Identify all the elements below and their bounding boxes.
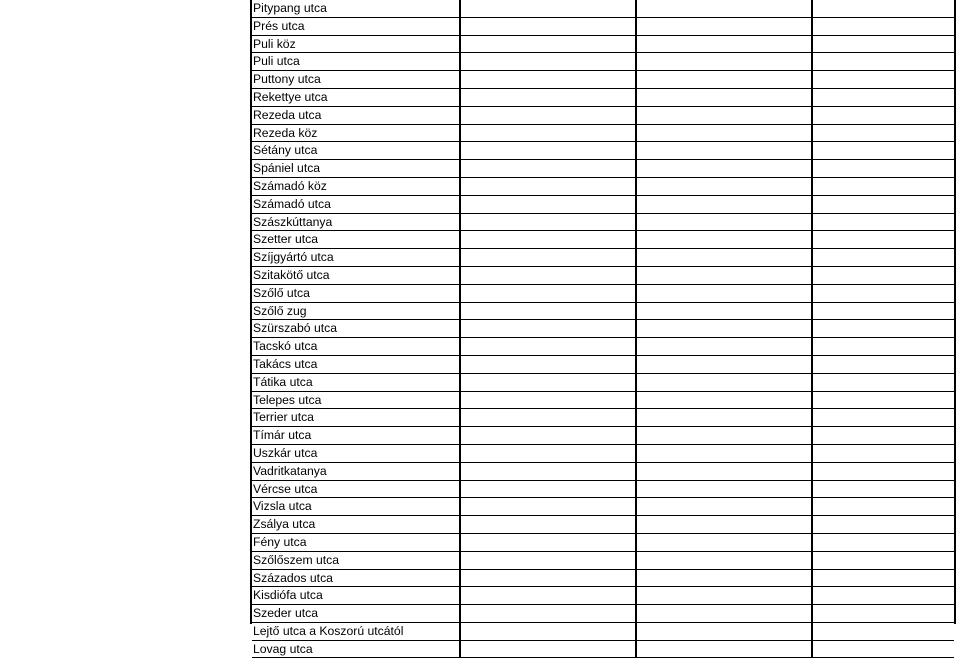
table-row [252,35,954,53]
street-name-cell[interactable]: Szitakötő utca [252,266,460,284]
street-name-cell[interactable]: Százados utca [252,569,460,587]
empty-cell[interactable] [636,142,812,160]
empty-cell[interactable] [812,338,954,356]
table-row [252,88,954,106]
street-name-cell[interactable]: Szeder utca [252,605,460,623]
street-name-cell[interactable]: Számadó utca [252,195,460,213]
empty-cell[interactable] [460,88,636,106]
street-name-cell[interactable]: Prés utca [252,17,460,35]
empty-cell[interactable] [636,533,812,551]
street-name-cell[interactable]: Tímár utca [252,427,460,445]
empty-cell[interactable] [460,480,636,498]
street-name-cell[interactable]: Telepes utca [252,391,460,409]
street-name-cell[interactable]: Számadó köz [252,177,460,195]
table-row [252,142,954,160]
street-name-cell[interactable]: Szőlő utca [252,284,460,302]
empty-cell[interactable] [460,53,636,71]
empty-cell[interactable] [460,160,636,178]
empty-cell[interactable] [460,124,636,142]
empty-cell[interactable] [636,373,812,391]
street-name-cell[interactable]: Lejtő utca a Koszorú utcától [252,622,460,640]
empty-cell[interactable] [812,605,954,623]
empty-cell[interactable] [460,320,636,338]
spreadsheet-sheet [250,0,956,656]
table-row [252,106,954,124]
empty-cell[interactable] [460,516,636,534]
street-name-cell[interactable]: Tacskó utca [252,338,460,356]
empty-cell[interactable] [460,409,636,427]
empty-cell[interactable] [636,391,812,409]
empty-cell[interactable] [636,498,812,516]
empty-cell[interactable] [460,249,636,267]
empty-cell[interactable] [636,355,812,373]
empty-cell[interactable] [636,516,812,534]
empty-cell[interactable] [636,106,812,124]
empty-cell[interactable] [812,409,954,427]
table-row [252,213,954,231]
empty-cell[interactable] [460,35,636,53]
table-row [252,409,954,427]
street-name-cell[interactable]: Szőlő zug [252,302,460,320]
table-row [252,71,954,89]
empty-cell[interactable] [812,622,954,640]
empty-cell[interactable] [460,640,636,658]
street-name-cell[interactable]: Puli utca [252,53,460,71]
empty-cell[interactable] [460,569,636,587]
table-row [252,0,954,17]
empty-cell[interactable] [460,266,636,284]
street-name-cell[interactable]: Szetter utca [252,231,460,249]
empty-cell[interactable] [636,249,812,267]
empty-cell[interactable] [636,551,812,569]
table-row [252,551,954,569]
street-name-cell[interactable]: Puttony utca [252,71,460,89]
street-table-body [252,0,954,658]
empty-cell[interactable] [812,213,954,231]
empty-cell[interactable] [812,462,954,480]
empty-cell[interactable] [636,640,812,658]
street-name-cell[interactable]: Puli köz [252,35,460,53]
empty-cell[interactable] [636,195,812,213]
empty-cell[interactable] [460,0,636,17]
empty-cell[interactable] [812,516,954,534]
empty-cell[interactable] [460,622,636,640]
empty-cell[interactable] [812,284,954,302]
empty-cell[interactable] [812,444,954,462]
empty-cell[interactable] [460,177,636,195]
empty-cell[interactable] [636,53,812,71]
empty-cell[interactable] [812,569,954,587]
street-name-cell[interactable]: Szászkúttanya [252,213,460,231]
empty-cell[interactable] [812,533,954,551]
street-name-cell[interactable]: Lovag utca [252,640,460,658]
empty-cell[interactable] [636,17,812,35]
empty-cell[interactable] [460,142,636,160]
empty-cell[interactable] [812,160,954,178]
empty-cell[interactable] [636,177,812,195]
table-row [252,605,954,623]
empty-cell[interactable] [636,622,812,640]
street-name-cell[interactable]: Kisdiófa utca [252,587,460,605]
street-name-cell[interactable]: Pitypang utca [252,0,460,17]
empty-cell[interactable] [460,17,636,35]
empty-cell[interactable] [460,284,636,302]
table-row [252,249,954,267]
empty-cell[interactable] [636,338,812,356]
table-row [252,498,954,516]
table-row [252,266,954,284]
table-row [252,124,954,142]
empty-cell[interactable] [812,302,954,320]
street-name-cell[interactable]: Szőlőszem utca [252,551,460,569]
empty-cell[interactable] [636,569,812,587]
street-name-cell[interactable]: Vadritkatanya [252,462,460,480]
table-row [252,231,954,249]
table-row [252,195,954,213]
empty-cell[interactable] [812,427,954,445]
street-name-cell[interactable]: Rezeda köz [252,124,460,142]
empty-cell[interactable] [636,587,812,605]
table-row [252,444,954,462]
empty-cell[interactable] [636,88,812,106]
empty-cell[interactable] [460,338,636,356]
empty-cell[interactable] [636,462,812,480]
street-name-cell[interactable]: Spániel utca [252,160,460,178]
street-name-cell[interactable]: Tátika utca [252,373,460,391]
empty-cell[interactable] [460,427,636,445]
empty-cell[interactable] [636,409,812,427]
empty-cell[interactable] [636,320,812,338]
empty-cell[interactable] [812,142,954,160]
empty-cell[interactable] [636,231,812,249]
empty-cell[interactable] [812,195,954,213]
street-name-cell[interactable]: Uszkár utca [252,444,460,462]
table-row [252,53,954,71]
table-row [252,355,954,373]
empty-cell[interactable] [636,213,812,231]
empty-cell[interactable] [636,284,812,302]
street-name-cell[interactable]: Terrier utca [252,409,460,427]
empty-cell[interactable] [460,498,636,516]
empty-cell[interactable] [460,355,636,373]
empty-cell[interactable] [460,533,636,551]
empty-cell[interactable] [636,427,812,445]
table-row [252,177,954,195]
table-row [252,284,954,302]
empty-cell[interactable] [460,551,636,569]
empty-cell[interactable] [460,605,636,623]
empty-cell[interactable] [812,231,954,249]
empty-cell[interactable] [636,480,812,498]
empty-cell[interactable] [812,177,954,195]
street-name-cell[interactable]: Zsálya utca [252,516,460,534]
table-row [252,462,954,480]
empty-cell[interactable] [636,71,812,89]
street-name-cell[interactable]: Vércse utca [252,480,460,498]
table-row [252,569,954,587]
empty-cell[interactable] [812,17,954,35]
empty-cell[interactable] [460,213,636,231]
table-row [252,480,954,498]
empty-cell[interactable] [812,124,954,142]
street-name-cell[interactable]: Rezeda utca [252,106,460,124]
empty-cell[interactable] [812,391,954,409]
table-row [252,391,954,409]
street-name-cell[interactable]: Szíjgyártó utca [252,249,460,267]
empty-cell[interactable] [636,605,812,623]
table-row [252,373,954,391]
table-row [252,516,954,534]
street-name-cell[interactable]: Vizsla utca [252,498,460,516]
empty-cell[interactable] [812,71,954,89]
empty-cell[interactable] [812,373,954,391]
empty-cell[interactable] [812,551,954,569]
empty-cell[interactable] [812,480,954,498]
empty-cell[interactable] [636,266,812,284]
empty-cell[interactable] [812,266,954,284]
empty-cell[interactable] [812,35,954,53]
empty-cell[interactable] [460,587,636,605]
empty-cell[interactable] [460,71,636,89]
empty-cell[interactable] [812,320,954,338]
empty-cell[interactable] [460,462,636,480]
table-row [252,160,954,178]
empty-cell[interactable] [812,53,954,71]
street-name-cell[interactable]: Szürszabó utca [252,320,460,338]
empty-cell[interactable] [460,444,636,462]
empty-cell[interactable] [812,0,954,17]
table-row [252,302,954,320]
empty-cell[interactable] [812,355,954,373]
empty-cell[interactable] [460,373,636,391]
table-row [252,17,954,35]
table-row [252,622,954,640]
empty-cell[interactable] [636,124,812,142]
empty-cell[interactable] [636,444,812,462]
street-name-cell[interactable]: Fény utca [252,533,460,551]
empty-cell[interactable] [636,160,812,178]
street-name-cell[interactable]: Takács utca [252,355,460,373]
table-row [252,587,954,605]
empty-cell[interactable] [460,106,636,124]
street-name-cell[interactable]: Sétány utca [252,142,460,160]
empty-cell[interactable] [812,498,954,516]
empty-cell[interactable] [812,88,954,106]
empty-cell[interactable] [636,302,812,320]
street-name-cell[interactable]: Rekettye utca [252,88,460,106]
empty-cell[interactable] [812,587,954,605]
empty-cell[interactable] [460,231,636,249]
table-row [252,320,954,338]
table-row [252,533,954,551]
empty-cell[interactable] [460,302,636,320]
empty-cell[interactable] [636,0,812,17]
empty-cell[interactable] [812,249,954,267]
table-row [252,338,954,356]
empty-cell[interactable] [460,391,636,409]
table-row [252,640,954,658]
empty-cell[interactable] [460,195,636,213]
table-row [252,427,954,445]
empty-cell[interactable] [812,640,954,658]
street-table [252,0,954,658]
empty-cell[interactable] [636,35,812,53]
empty-cell[interactable] [812,106,954,124]
